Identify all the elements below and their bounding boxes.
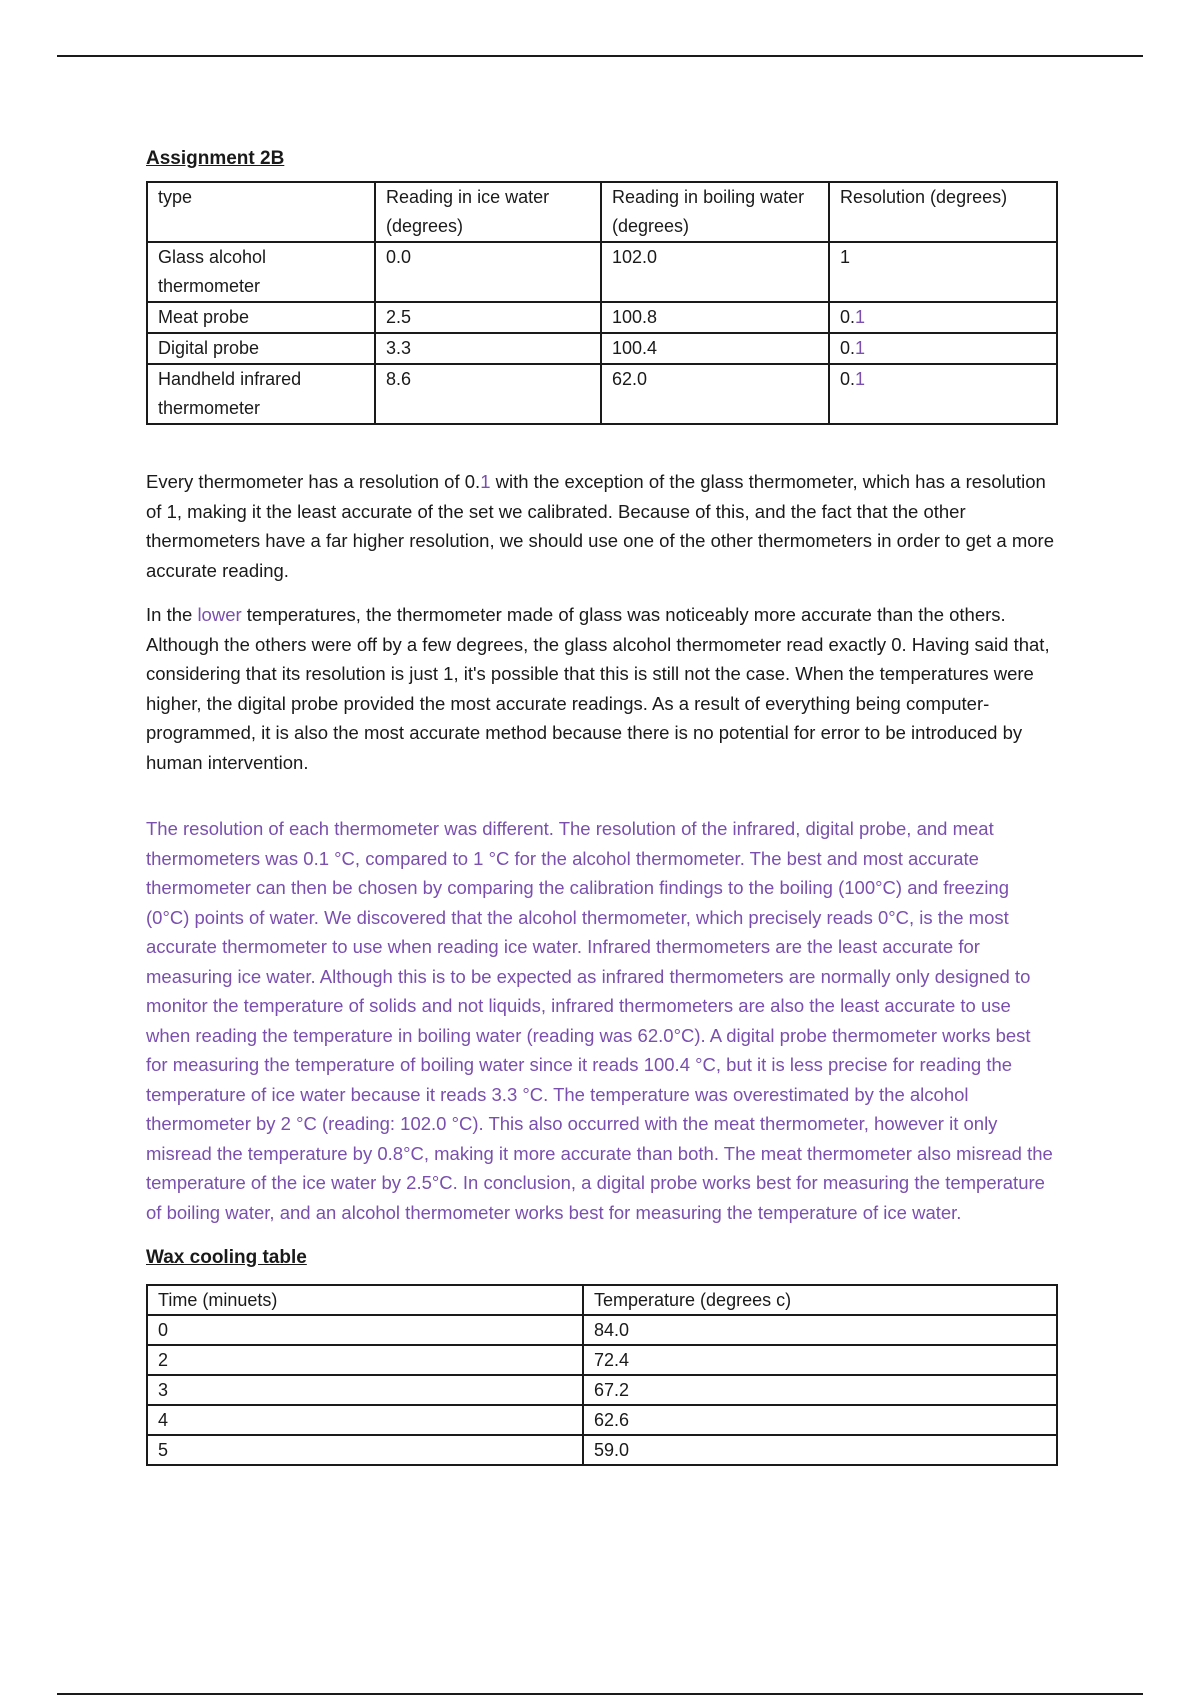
table-row: [147, 1345, 1057, 1375]
paragraph-resolution: [146, 467, 1056, 585]
paragraph-text: with the exception of the glass thermometer, which has a resolution of 1, making it the least accurate of the set we calibrated. Because of this, and the fact that the other thermometers have a far higher resolution, we should use one of the other thermometers in order to get a more accurate reading.: [146, 471, 1055, 581]
document-body: [146, 146, 1056, 1466]
table-row: [147, 1315, 1057, 1345]
column-header: Reading in ice water (degrees): [375, 182, 601, 242]
paragraph-analysis: The resolution of each thermometer was different. The resolution of the infrared, digital probe, and meat thermometers was 0.1 °C, compared to 1 °C for the alcohol thermometer. The best and most accurate thermometer can then be chosen by comparing the calibration findings to the boiling (100°C) and freezing (0°C) points of water. We discovered that the alcohol thermometer, which precisely reads 0°C, is the most accurate thermometer to use when reading ice water. Infrared thermometers are the least accurate for measuring ice water. Although this is to be expected as infrared thermometers are normally only designed to monitor the temperature of solids and not liquids, infrared thermometers are also the least accurate to use when reading the temperature in boiling water (reading was 62.0°C). A digital probe thermometer works best for measuring the temperature of boiling water since it reads 100.4 °C, but it is less precise for reading the temperature of ice water because it reads 3.3 °C. The temperature was overestimated by the alcohol thermometer by 2 °C (reading: 102.0 °C). This also occurred with the meat thermometer, however it only misread the temperature by 0.8°C, making it more accurate than both. The meat thermometer also misread the temperature of the ice water by 2.5°C. In conclusion, a digital probe works best for measuring the temperature of boiling water, and an alcohol thermometer works best for measuring the temperature of ice water.: [146, 818, 1053, 1223]
table-cell: 100.8: [601, 302, 829, 333]
table-cell: 1: [829, 242, 1057, 302]
table-cell: 1: [855, 338, 866, 358]
table-cell: 0.1: [829, 302, 1057, 333]
column-header: Time (minuets): [147, 1285, 583, 1315]
column-header: Reading in boiling water (degrees): [601, 182, 829, 242]
column-header: type: [147, 182, 375, 242]
table-cell: 3: [147, 1375, 583, 1405]
table-cell: 5: [147, 1435, 583, 1465]
table-cell: Handheld infrared thermometer: [147, 364, 375, 424]
table-row: [147, 1405, 1057, 1435]
paragraph-accuracy: [146, 600, 1056, 777]
table-row: [147, 242, 1057, 302]
table-cell: 3.3: [375, 333, 601, 364]
paragraph-text: In the: [146, 604, 198, 625]
table-cell: 0.1: [829, 333, 1057, 364]
wax-table-heading: Wax cooling table: [146, 1247, 307, 1268]
table-cell: 2.5: [375, 302, 601, 333]
calibration-table: [146, 181, 1058, 425]
column-header: Resolution (degrees): [829, 182, 1057, 242]
table-cell: 84.0: [583, 1315, 1057, 1345]
table-cell: 0.1: [829, 364, 1057, 424]
table-cell: 2: [147, 1345, 583, 1375]
table-row: [147, 302, 1057, 333]
footer-rule: [57, 1693, 1143, 1695]
table-cell: 8.6: [375, 364, 601, 424]
table-cell: Digital probe: [147, 333, 375, 364]
table-row: [147, 1375, 1057, 1405]
table-cell: 1: [855, 369, 866, 389]
paragraph-text: 1: [480, 471, 491, 492]
table-cell: 67.2: [583, 1375, 1057, 1405]
table-header-row: [147, 182, 1057, 242]
table-row: [147, 364, 1057, 424]
wax-cooling-table: [146, 1284, 1058, 1466]
paragraph-text: Every thermometer has a resolution of 0.: [146, 471, 481, 492]
table-cell: Glass alcohol thermometer: [147, 242, 375, 302]
table-cell: 0: [147, 1315, 583, 1345]
table-cell: 59.0: [583, 1435, 1057, 1465]
table-cell: 1: [855, 307, 866, 327]
column-header: Temperature (degrees c): [583, 1285, 1057, 1315]
table-row: [147, 1435, 1057, 1465]
table-header-row: [147, 1285, 1057, 1315]
table-cell: 102.0: [601, 242, 829, 302]
paragraph-text: lower: [197, 604, 242, 625]
table-cell: 4: [147, 1405, 583, 1435]
table-cell: Meat probe: [147, 302, 375, 333]
header-rule: [57, 55, 1143, 57]
table-cell: 72.4: [583, 1345, 1057, 1375]
table-cell: 62.6: [583, 1405, 1057, 1435]
table-cell: 0.0: [375, 242, 601, 302]
table-row: [147, 333, 1057, 364]
paragraph-text: temperatures, the thermometer made of glass was noticeably more accurate than the others. Although the others were off by a few degrees, the glass alcohol thermometer read exactly 0. Having said that, considering that its resolution is just 1, it's possible that this is still not the case. When the temperatures were higher, the digital probe provided the most accurate readings. As a result of everything being computer-programmed, it is also the most accurate method because there is no potential for error to be introduced by human intervention.: [146, 604, 1050, 773]
table-cell: 100.4: [601, 333, 829, 364]
table-cell: 62.0: [601, 364, 829, 424]
assignment-heading: Assignment 2B: [146, 148, 285, 169]
